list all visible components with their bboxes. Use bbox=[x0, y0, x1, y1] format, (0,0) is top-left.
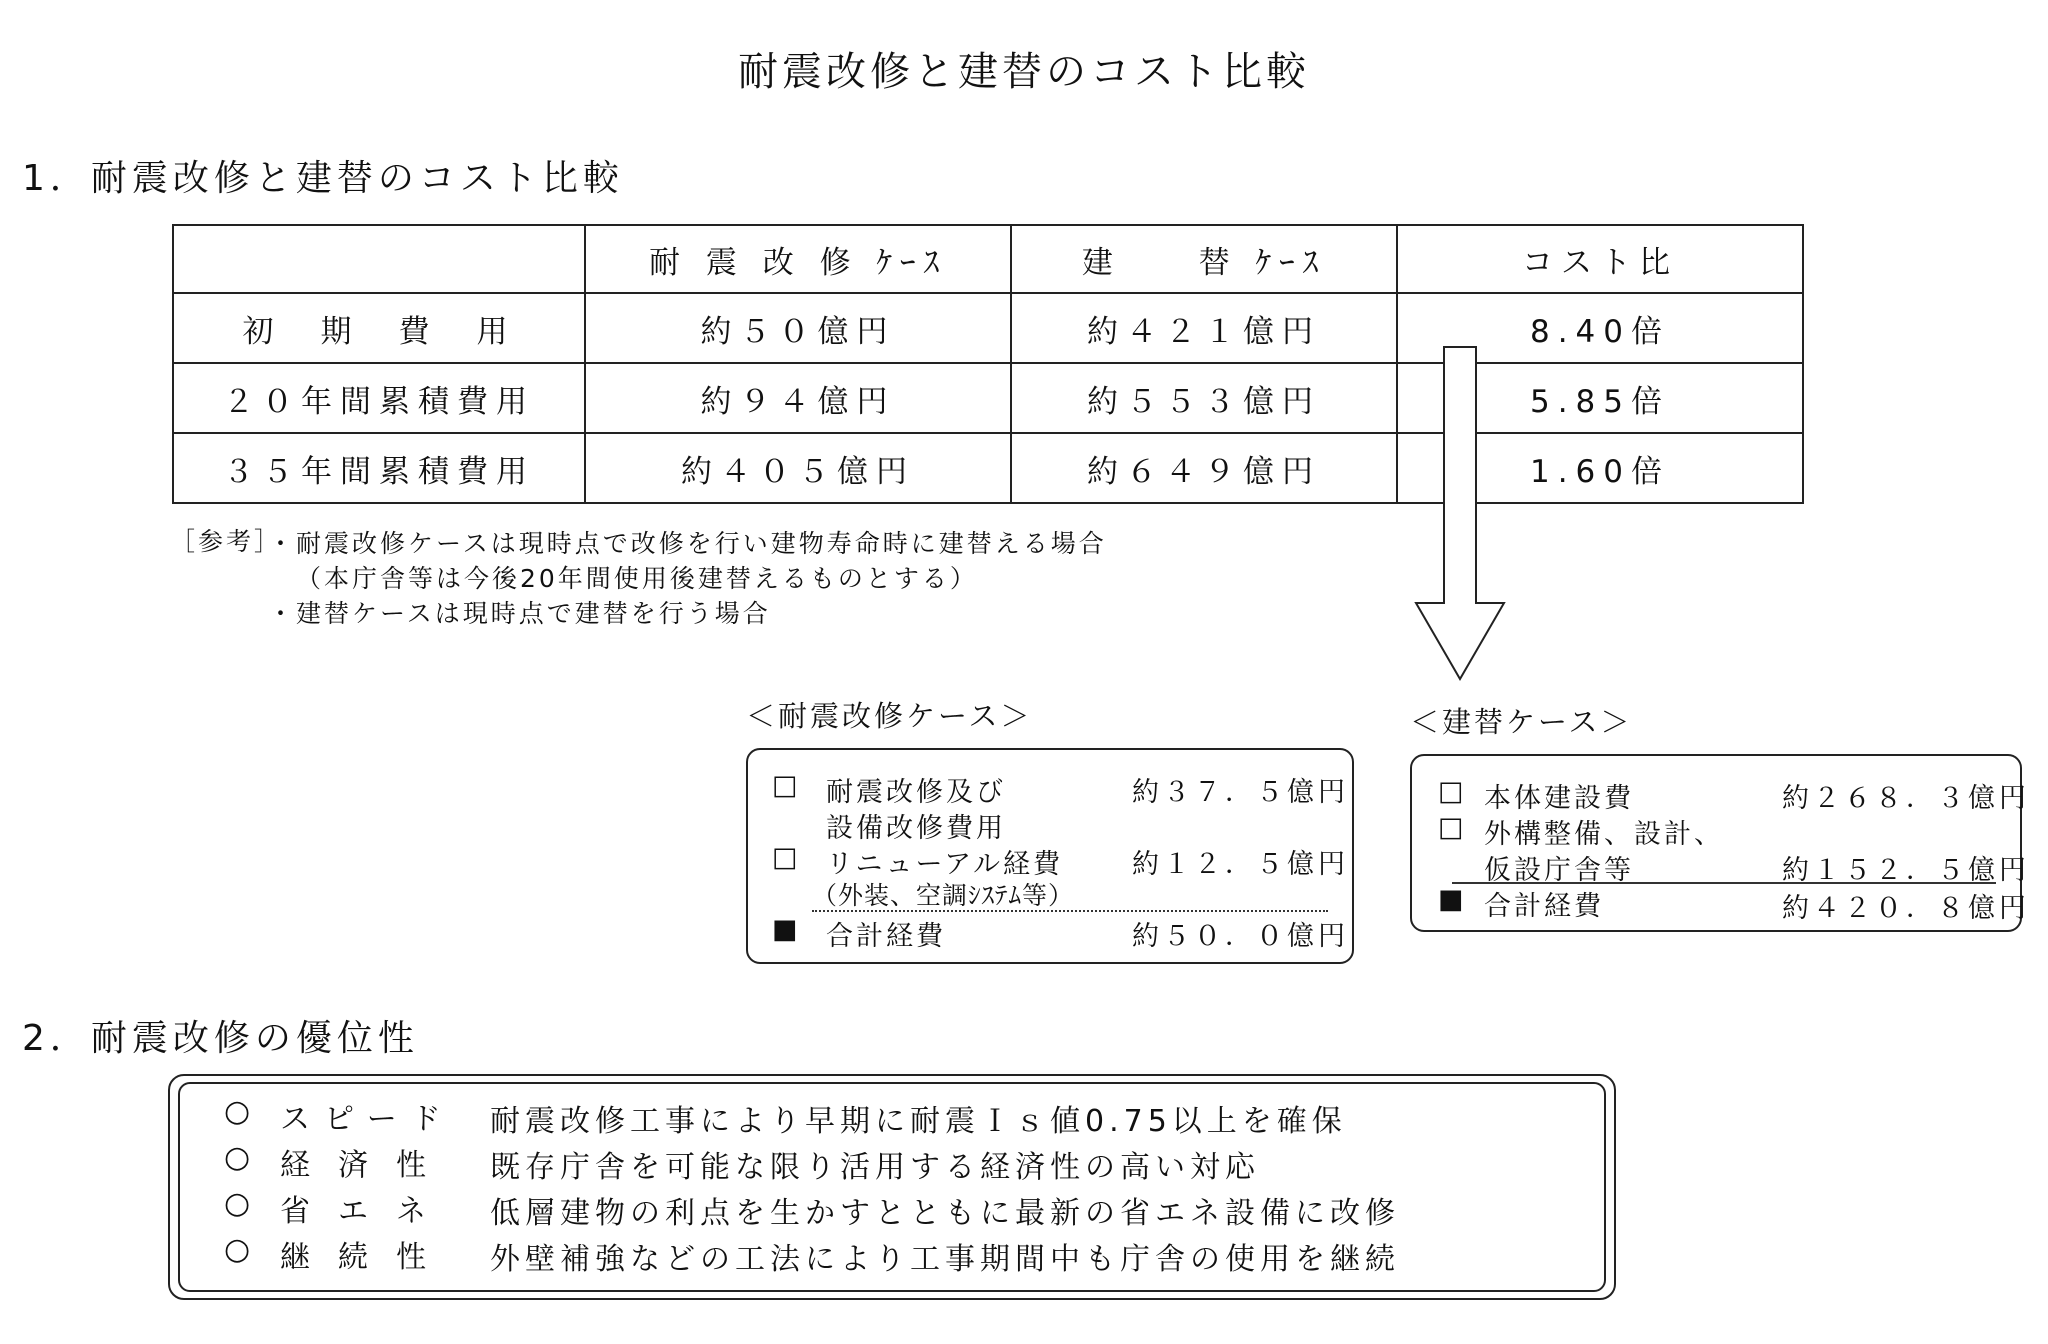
table-header-cell: 耐 震 改 修 ｹｰｽ bbox=[585, 225, 1011, 293]
list-item-label: 仮設庁舎等 bbox=[1484, 855, 1634, 886]
rebuild-case-box bbox=[1410, 754, 2030, 932]
total-label: 合計経費 bbox=[1484, 891, 1604, 922]
down-arrow-icon bbox=[1400, 345, 1520, 685]
advantage-description: 外壁補強などの工法により工事期間中も庁舎の使用を継続 bbox=[490, 1242, 1400, 1277]
checkbox-icon: □ bbox=[772, 842, 798, 873]
table-cell: 約５０億円 bbox=[585, 293, 1011, 363]
list-item-label: 耐震改修及び bbox=[826, 777, 1006, 808]
table-cell: 初 期 費 用 bbox=[173, 293, 585, 363]
advantage-description: 既存庁舎を可能な限り活用する経済性の高い対応 bbox=[490, 1150, 1260, 1185]
filled-square-icon: ■ bbox=[772, 914, 798, 945]
page-title: 耐震改修と建替のコスト比較 bbox=[738, 49, 1310, 95]
circle-icon: ○ bbox=[224, 1140, 251, 1175]
advantage-label: スピード bbox=[280, 1102, 455, 1137]
retrofit-case-box bbox=[746, 748, 1354, 964]
amount: 約２６８．３億円 bbox=[1782, 783, 2030, 814]
advantage-label: 経済性 bbox=[280, 1148, 454, 1183]
table-cell: 約５５３億円 bbox=[1011, 363, 1397, 433]
table-cell: 約９４億円 bbox=[585, 363, 1011, 433]
table-cell: 5.85倍 bbox=[1397, 363, 1803, 433]
table-cell: 約６４９億円 bbox=[1011, 433, 1397, 503]
table-cell: ２０年間累積費用 bbox=[173, 363, 585, 433]
table-header-row bbox=[173, 225, 1803, 293]
circle-icon: ○ bbox=[224, 1232, 251, 1267]
table-cell: 1.60倍 bbox=[1397, 433, 1803, 503]
circle-icon: ○ bbox=[224, 1094, 251, 1129]
list-item-label: 設備改修費用 bbox=[826, 813, 1006, 844]
table-header-cell: 建 替 ｹｰｽ bbox=[1011, 225, 1397, 293]
list-item-label: 本体建設費 bbox=[1484, 783, 1634, 814]
note-line: ・耐震改修ケースは現時点で改修を行い建物寿命時に建替える場合 bbox=[268, 529, 1107, 558]
divider bbox=[812, 910, 1328, 912]
total-label: 合計経費 bbox=[826, 921, 946, 952]
table-row bbox=[173, 293, 1803, 363]
checkbox-icon: □ bbox=[1438, 812, 1464, 843]
table-cell: 約４２１億円 bbox=[1011, 293, 1397, 363]
note-line: ・建替ケースは現時点で建替を行う場合 bbox=[268, 599, 771, 628]
amount: 約１２．５億円 bbox=[1132, 849, 1349, 880]
amount: 約３７．５億円 bbox=[1132, 777, 1349, 808]
table-cell: ３５年間累積費用 bbox=[173, 433, 585, 503]
amount: 約１５２．５億円 bbox=[1782, 855, 2030, 886]
note-prefix: ［参考］ bbox=[170, 527, 283, 556]
list-item-label: 外構整備、設計、 bbox=[1484, 819, 1724, 850]
advantage-label: 継続性 bbox=[280, 1240, 454, 1275]
section-1-heading: 1．耐震改修と建替のコスト比較 bbox=[22, 158, 624, 199]
rebuild-case-title: ＜建替ケース＞ bbox=[1410, 705, 1633, 739]
list-item-label: リニューアル経費 bbox=[826, 849, 1064, 880]
list-item-label: （外装、空調ｼｽﾃﾑ等） bbox=[812, 881, 1075, 910]
cost-comparison-table bbox=[172, 224, 1804, 504]
advantage-description: 低層建物の利点を生かすとともに最新の省エネ設備に改修 bbox=[490, 1196, 1400, 1231]
advantages-box bbox=[178, 1082, 1606, 1292]
total-amount: 約４２０．８億円 bbox=[1782, 893, 2030, 924]
advantage-label: 省エネ bbox=[280, 1194, 454, 1229]
filled-square-icon: ■ bbox=[1438, 884, 1464, 915]
table-cell: 約４０５億円 bbox=[585, 433, 1011, 503]
table-header-cell bbox=[173, 225, 585, 293]
table-row bbox=[173, 433, 1803, 503]
section-2-heading: 2．耐震改修の優位性 bbox=[22, 1018, 419, 1059]
checkbox-icon: □ bbox=[772, 770, 798, 801]
table-header-cell: コスト比 bbox=[1397, 225, 1803, 293]
checkbox-icon: □ bbox=[1438, 776, 1464, 807]
circle-icon: ○ bbox=[224, 1186, 251, 1221]
retrofit-case-title: ＜耐震改修ケース＞ bbox=[746, 699, 1033, 733]
table-row bbox=[173, 363, 1803, 433]
table-cell: 8.40倍 bbox=[1397, 293, 1803, 363]
note-line: （本庁舎等は今後20年間使用後建替えるものとする） bbox=[296, 564, 978, 593]
total-amount: 約５０．０億円 bbox=[1132, 921, 1349, 952]
advantage-description: 耐震改修工事により早期に耐震Ｉｓ値0.75以上を確保 bbox=[490, 1104, 1347, 1139]
